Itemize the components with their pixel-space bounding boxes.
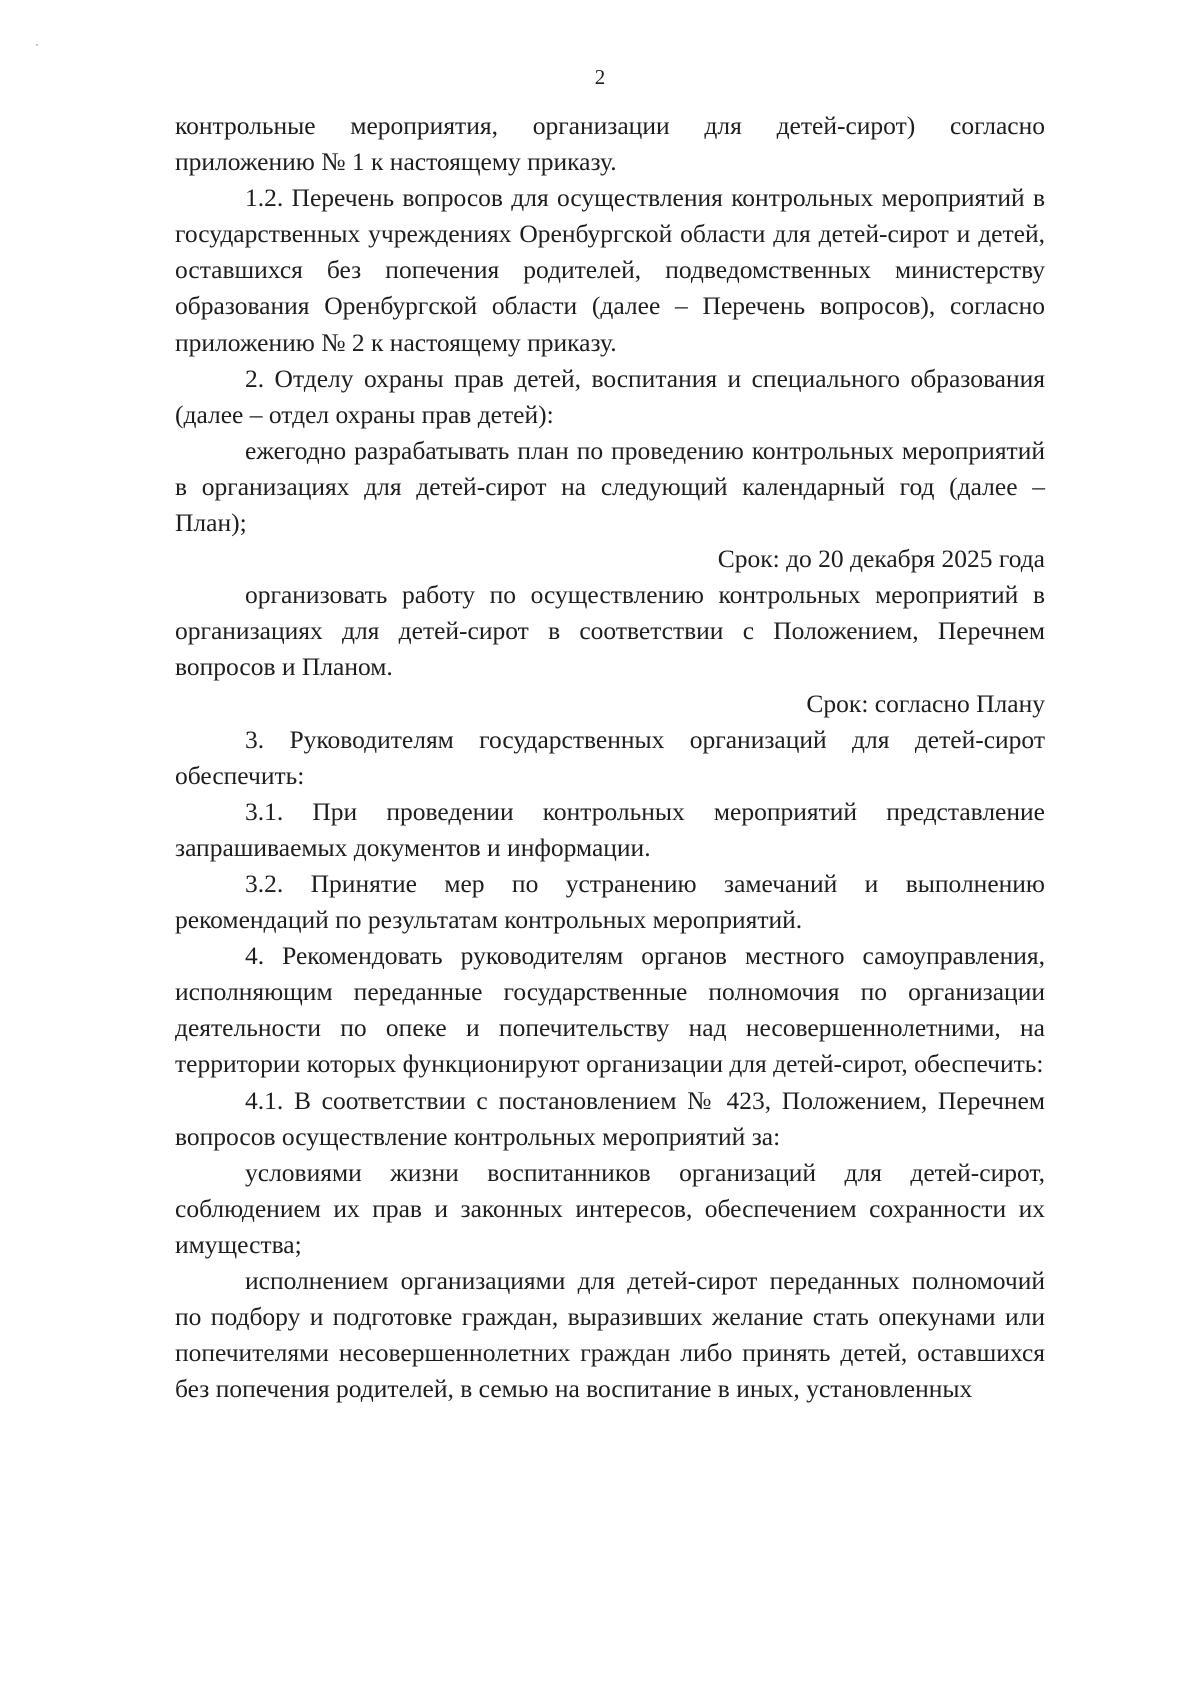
paragraph: 3. Руководителям государственных организаций для детей-сирот обеспечить:	[175, 724, 1045, 790]
paragraph: 4. Рекомендовать руководителям органов местного самоуправления, исполняющим переданные государственные полномочия по организации деятельности по опеке и попечительству над несовершеннолетними, на территории которых функционируют организации для детей-сирот, обеспечить:	[175, 941, 1045, 1079]
paragraph: 4.1. В соответствии с постановлением № 423, Положением, Перечнем вопросов осуществление контрольных мероприятий за:	[175, 1085, 1045, 1151]
paragraph: контрольные мероприятия, организации для детей-сирот) согласно приложению № 1 к настоящему приказу.	[175, 111, 1045, 177]
paragraph: 3.1. При проведении контрольных мероприятий представление запрашиваемых документов и информации.	[175, 796, 1045, 862]
deadline-line: Срок: до 20 декабря 2025 года	[717, 544, 1045, 574]
paragraph: условиями жизни воспитанников организаций для детей-сирот, соблюдением их прав и законных интересов, обеспечением сохранности их имущества;	[175, 1157, 1045, 1259]
paragraph: 1.2. Перечень вопросов для осуществления контрольных мероприятий в государственных учреждениях Оренбургской области для детей-сирот и детей, оставшихся без попечения родителей, подведомственных министерству образования Оренбургской области (далее – Перечень вопросов), согласно приложению № 2 к настоящему приказу.	[175, 183, 1045, 357]
paragraph: 3.2. Принятие мер по устранению замечаний и выполнению рекомендаций по результатам контрольных мероприятий.	[175, 868, 1045, 935]
paragraph: 2. Отделу охраны прав детей, воспитания и специального образования (далее – отдел охраны прав детей):	[175, 363, 1045, 429]
page-number: 2	[594, 65, 606, 89]
deadline-line: Срок: согласно Плану	[806, 688, 1045, 718]
paragraph: исполнением организациями для детей-сирот переданных полномочий по подбору и подготовке граждан, выразивших желание стать опекунами или попечителями несовершеннолетних граждан либо принять детей, оставшихся без попечения родителей, в семью на воспитание в иных, установленных	[175, 1266, 1045, 1404]
scan-artifact	[36, 44, 38, 46]
paragraph: ежегодно разрабатывать план по проведению контрольных мероприятий в организациях для детей-сирот на следующий календарный год (далее – План);	[175, 435, 1045, 538]
document-body	[175, 108, 1045, 1407]
paragraph: организовать работу по осуществлению контрольных мероприятий в организациях для детей-сирот в соответствии с Положением, Перечнем вопросов и Планом.	[175, 580, 1045, 682]
